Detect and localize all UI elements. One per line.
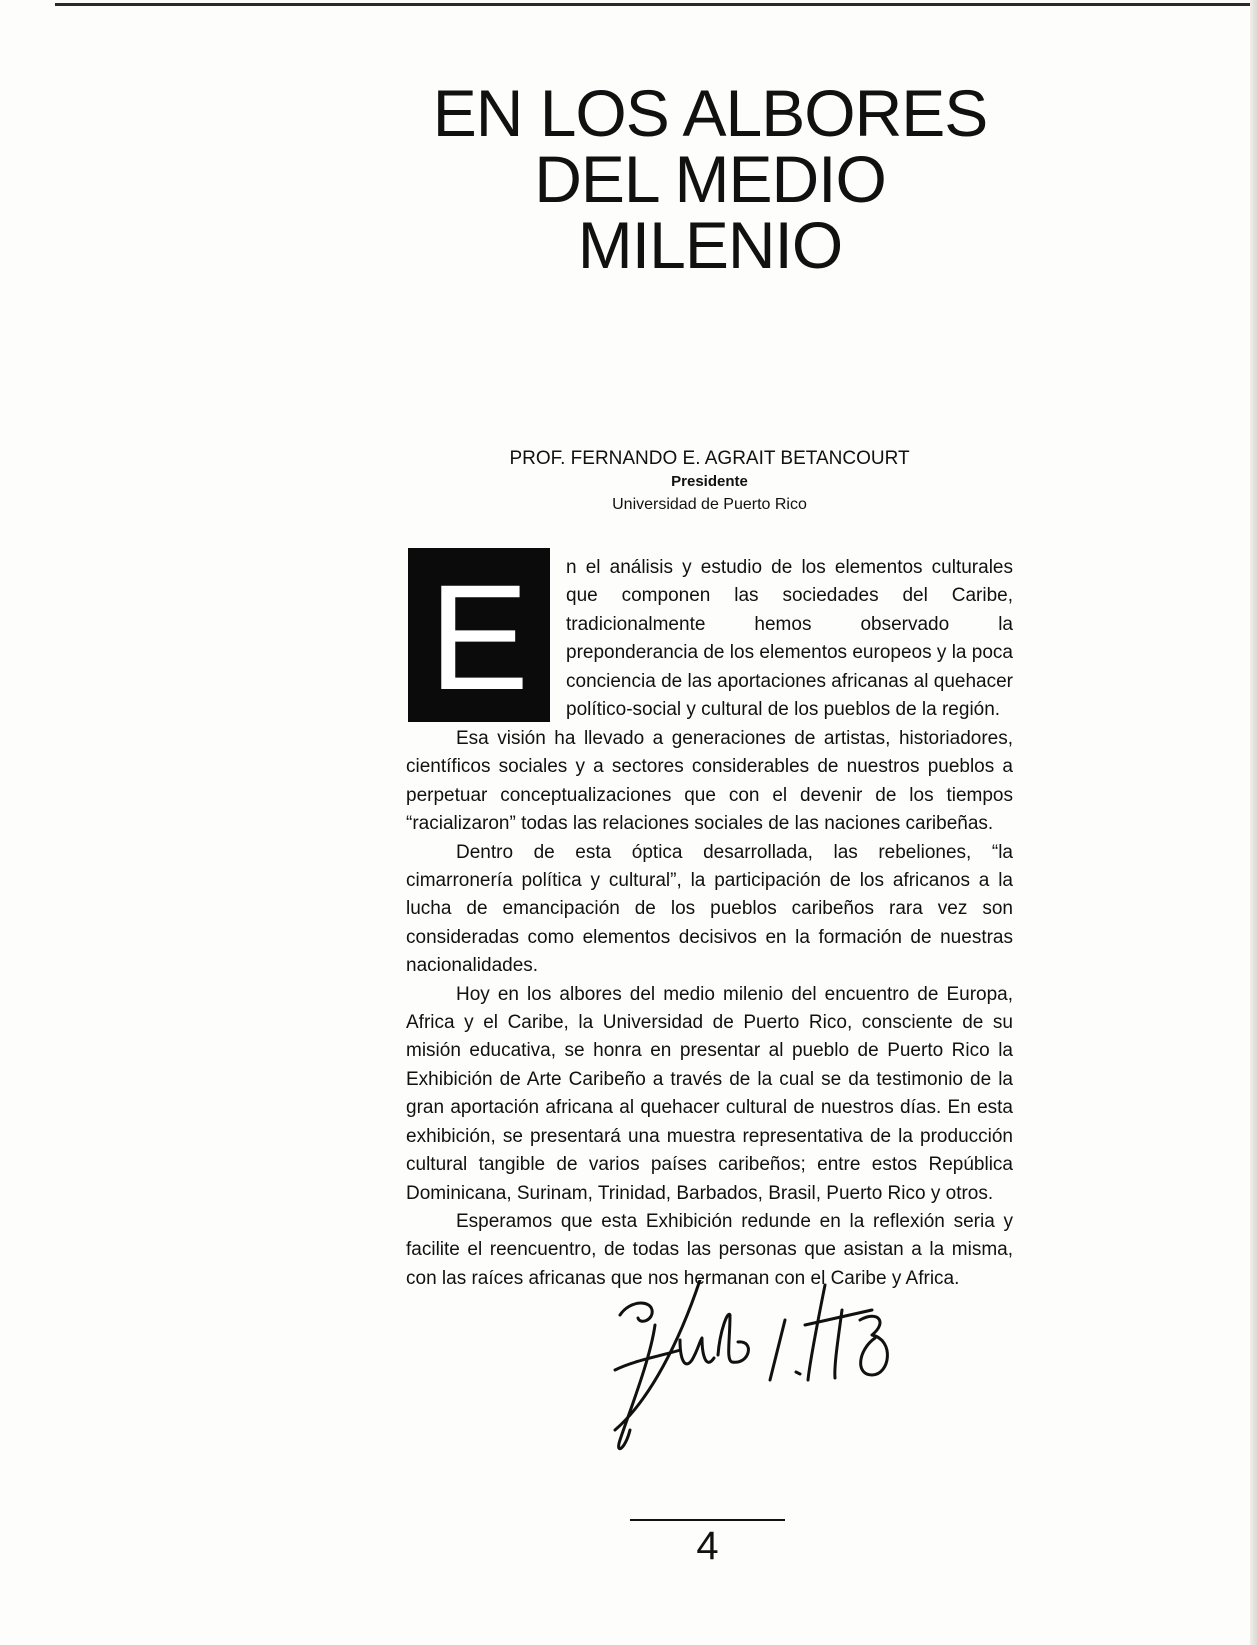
- title-line-1: EN LOS ALBORES: [432, 76, 988, 150]
- lead-paragraph: n el análisis y estudio de los elementos culturales que componen las sociedades del Caribe, tradicionalmente hemos observado la preponderancia de los elementos europeos y la poca conciencia de las aportaciones africanas al quehacer político-social y cultural de los pueblos de la región.: [566, 557, 1013, 721]
- handwritten-signature: [610, 1280, 1000, 1480]
- drop-cap-letter: E: [428, 553, 530, 721]
- author-institution: Universidad de Puerto Rico: [612, 496, 807, 513]
- author-role: Presidente: [671, 473, 748, 490]
- author-byline: [406, 447, 1013, 517]
- page-number: 4: [696, 1524, 719, 1568]
- footer-rule: [630, 1519, 785, 1521]
- body-paragraph-3: Hoy en los albores del medio milenio del encuentro de Europa, Africa y el Caribe, la Universidad de Puerto Rico, consciente de su misión educativa, se honra en presentar al pueblo de Puerto Rico la Exhibición de Arte Caribeño a través de la cual se da testimonio de la gran aportación africana al quehacer cultural de nuestros días. En esta exhibición, se presentará una muestra representativa de la producción cultural tangible de varios países caribeños; entre estos República Dominicana, Surinam, Trinidad, Barbados, Brasil, Puerto Rico y otros.: [406, 983, 1013, 1204]
- author-name: PROF. FERNANDO E. AGRAIT BETANCOURT: [509, 448, 910, 469]
- top-border-rule: [55, 3, 1257, 6]
- body-paragraph-1: Esa visión ha llevado a generaciones de artistas, historiadores, científicos sociales y a sectores considerables de nuestros pueblos a perpetuar conceptualizaciones que con el devenir de los tiempos “racializaron” todas las relaciones sociales de las naciones caribeñas.: [406, 728, 1013, 835]
- page-title: [400, 76, 1020, 282]
- body-paragraph-4: Esperamos que esta Exhibición redunde en la reflexión seria y facilite el reencuentro, de todas las personas que asistan a la misma, con las raíces africanas que nos hermanan con el Caribe y Africa.: [406, 1210, 1013, 1289]
- article-body: [406, 725, 1013, 1293]
- drop-cap-box: [408, 548, 550, 722]
- page-edge-shadow: [1250, 0, 1257, 1645]
- body-paragraph-2: Dentro de esta óptica desarrollada, las rebeliones, “la cimarronería política y cultural”, la participación de los africanos a la lucha de emancipación de los pueblos caribeños rara vez son consideradas como elementos decisivos en la formación de nuestras nacionalidades.: [406, 841, 1013, 977]
- title-line-2: DEL MEDIO MILENIO: [534, 142, 886, 282]
